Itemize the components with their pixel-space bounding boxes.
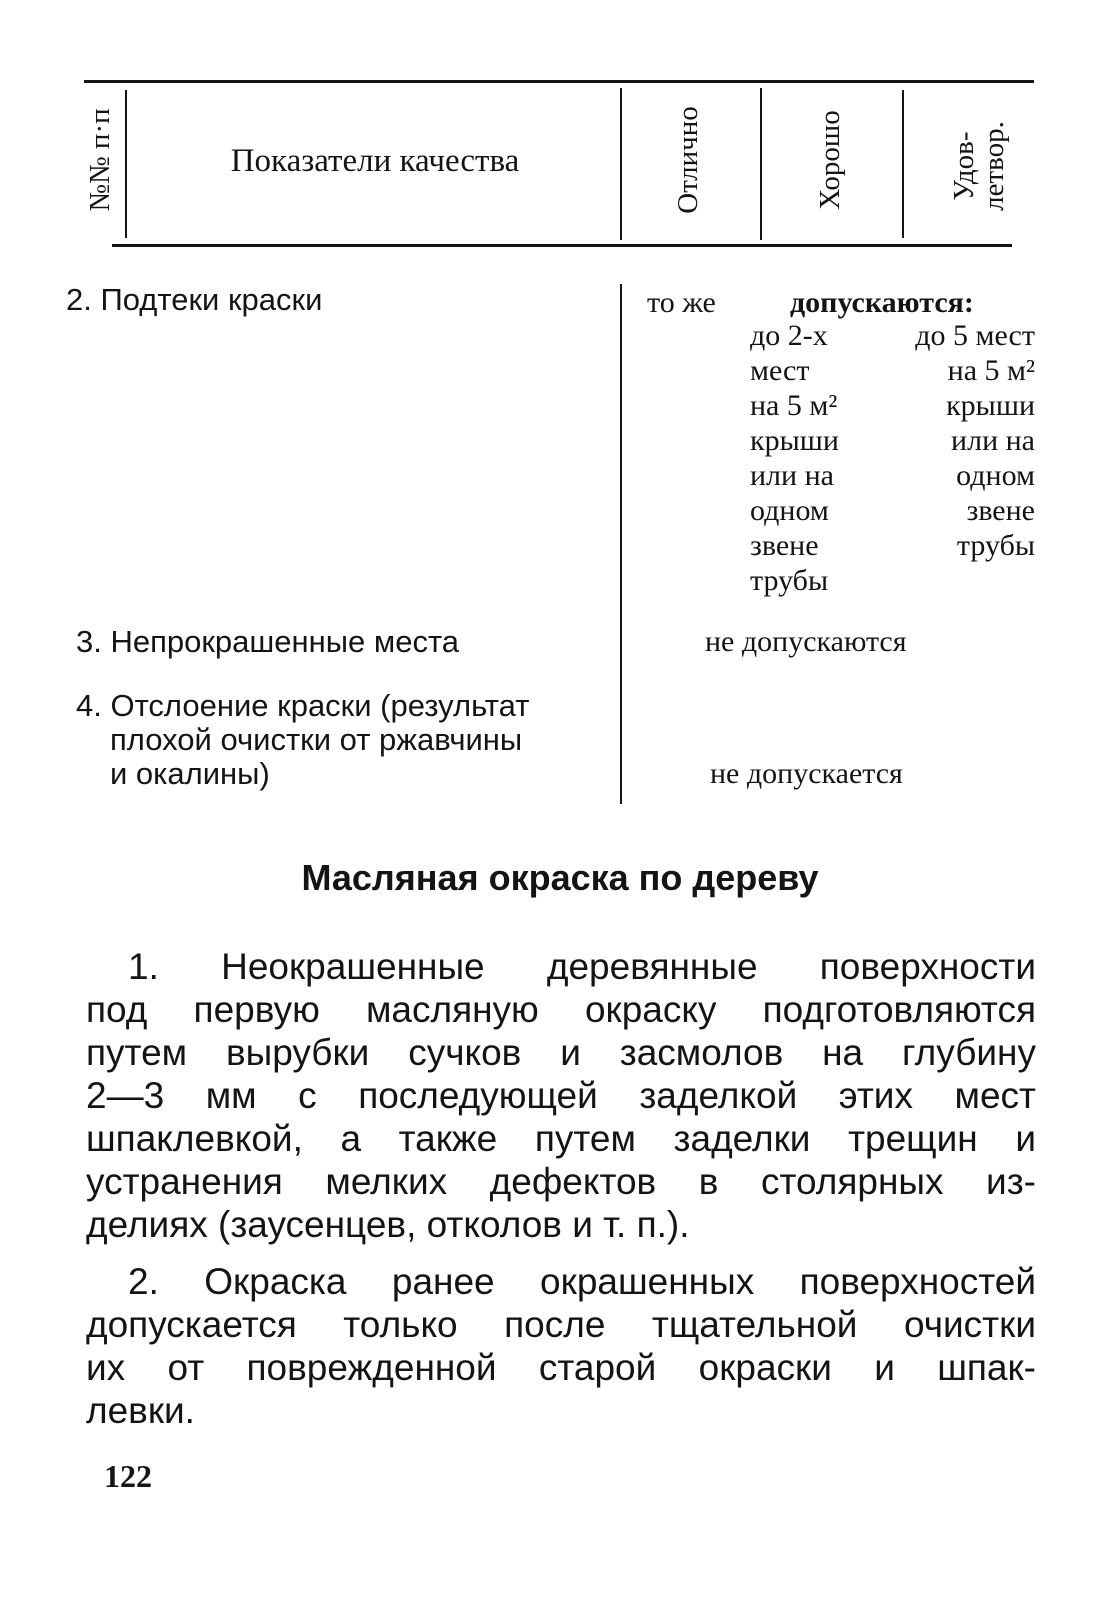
row-value-satisfactory (905, 318, 1035, 563)
header-quality: Показатели качества (230, 143, 520, 179)
paragraph-1 (86, 945, 1036, 1246)
row-value-heading: допускаются: (790, 286, 974, 319)
header-satisfactory-line-2: летвор. (978, 121, 1010, 211)
header-number: №№ п·п (84, 108, 116, 212)
header-satisfactory-line-1: Удов- (948, 131, 980, 201)
header-satisfactory (949, 91, 1011, 241)
cell-line: звене (750, 529, 819, 562)
row-label-continued: плохой очистки от ржавчины (110, 722, 523, 757)
cell-line: трубы (750, 564, 829, 597)
cell-line: крыши (750, 424, 839, 457)
header-good: Хорошо (814, 110, 846, 210)
paragraph-line: устранения мелких дефектов в столярных из- (86, 1161, 1036, 1202)
header-divider-1 (125, 90, 127, 238)
cell-line: одном (956, 459, 1035, 492)
row-value-good (750, 318, 839, 598)
header-excellent: Отлично (672, 106, 704, 214)
paragraph-line: их от поврежденной старой окраски и шпак- (86, 1347, 1036, 1388)
cell-line: звене (966, 494, 1035, 527)
row-label-continued: и окалины) (110, 756, 270, 791)
paragraph-line: допускается только после тщательной очистки (86, 1304, 1036, 1345)
cell-line: или на (750, 459, 834, 492)
header-divider-3 (760, 88, 762, 240)
cell-line: на 5 м² (750, 389, 838, 422)
body-divider (620, 284, 622, 804)
cell-line: до 2-х (750, 319, 828, 352)
paragraph-line: 1. Неокрашенные деревянные поверхности (128, 946, 1036, 987)
cell-line: на 5 м² (947, 354, 1035, 387)
cell-line: или на (951, 424, 1035, 457)
paragraph-line: 2—3 мм с последующей заделкой этих мест (86, 1075, 1036, 1116)
paragraph-line: шпаклевкой, а также путем заделки трещин и (86, 1118, 1036, 1159)
cell-line: одном (750, 494, 829, 527)
row-value: не допускается (710, 757, 903, 790)
row-value-excellent: то же (647, 286, 716, 319)
header-divider-2 (620, 88, 622, 240)
row-label: 4. Отслоение краски (результат (76, 688, 530, 723)
row-label: 3. Непрокрашенные места (76, 624, 460, 659)
cell-line: до 5 мест (915, 319, 1035, 352)
cell-line: трубы (956, 529, 1035, 562)
paragraph-2 (86, 1260, 1036, 1432)
paragraph-line: путем вырубки сучков и засмолов на глубину (86, 1032, 1036, 1073)
paragraph-line: делиях (заусенцев, отколов и т. п.). (86, 1204, 690, 1245)
paragraph-line: 2. Окраска ранее окрашенных поверхностей (128, 1261, 1036, 1302)
cell-line: мест (750, 354, 810, 387)
page-number: 122 (104, 1458, 152, 1494)
cell-line: крыши (946, 389, 1035, 422)
row-value: не допускаются (705, 625, 907, 658)
header-divider-4 (902, 90, 904, 238)
section-title: Масляная окраска по дереву (301, 857, 819, 898)
header-bottom-rule (112, 244, 1012, 247)
header-top-rule (84, 80, 1034, 83)
paragraph-line: под первую масляную окраску подготовляются (86, 989, 1036, 1030)
paragraph-line: левки. (86, 1390, 195, 1431)
row-label: 2. Подтеки краски (66, 282, 323, 317)
